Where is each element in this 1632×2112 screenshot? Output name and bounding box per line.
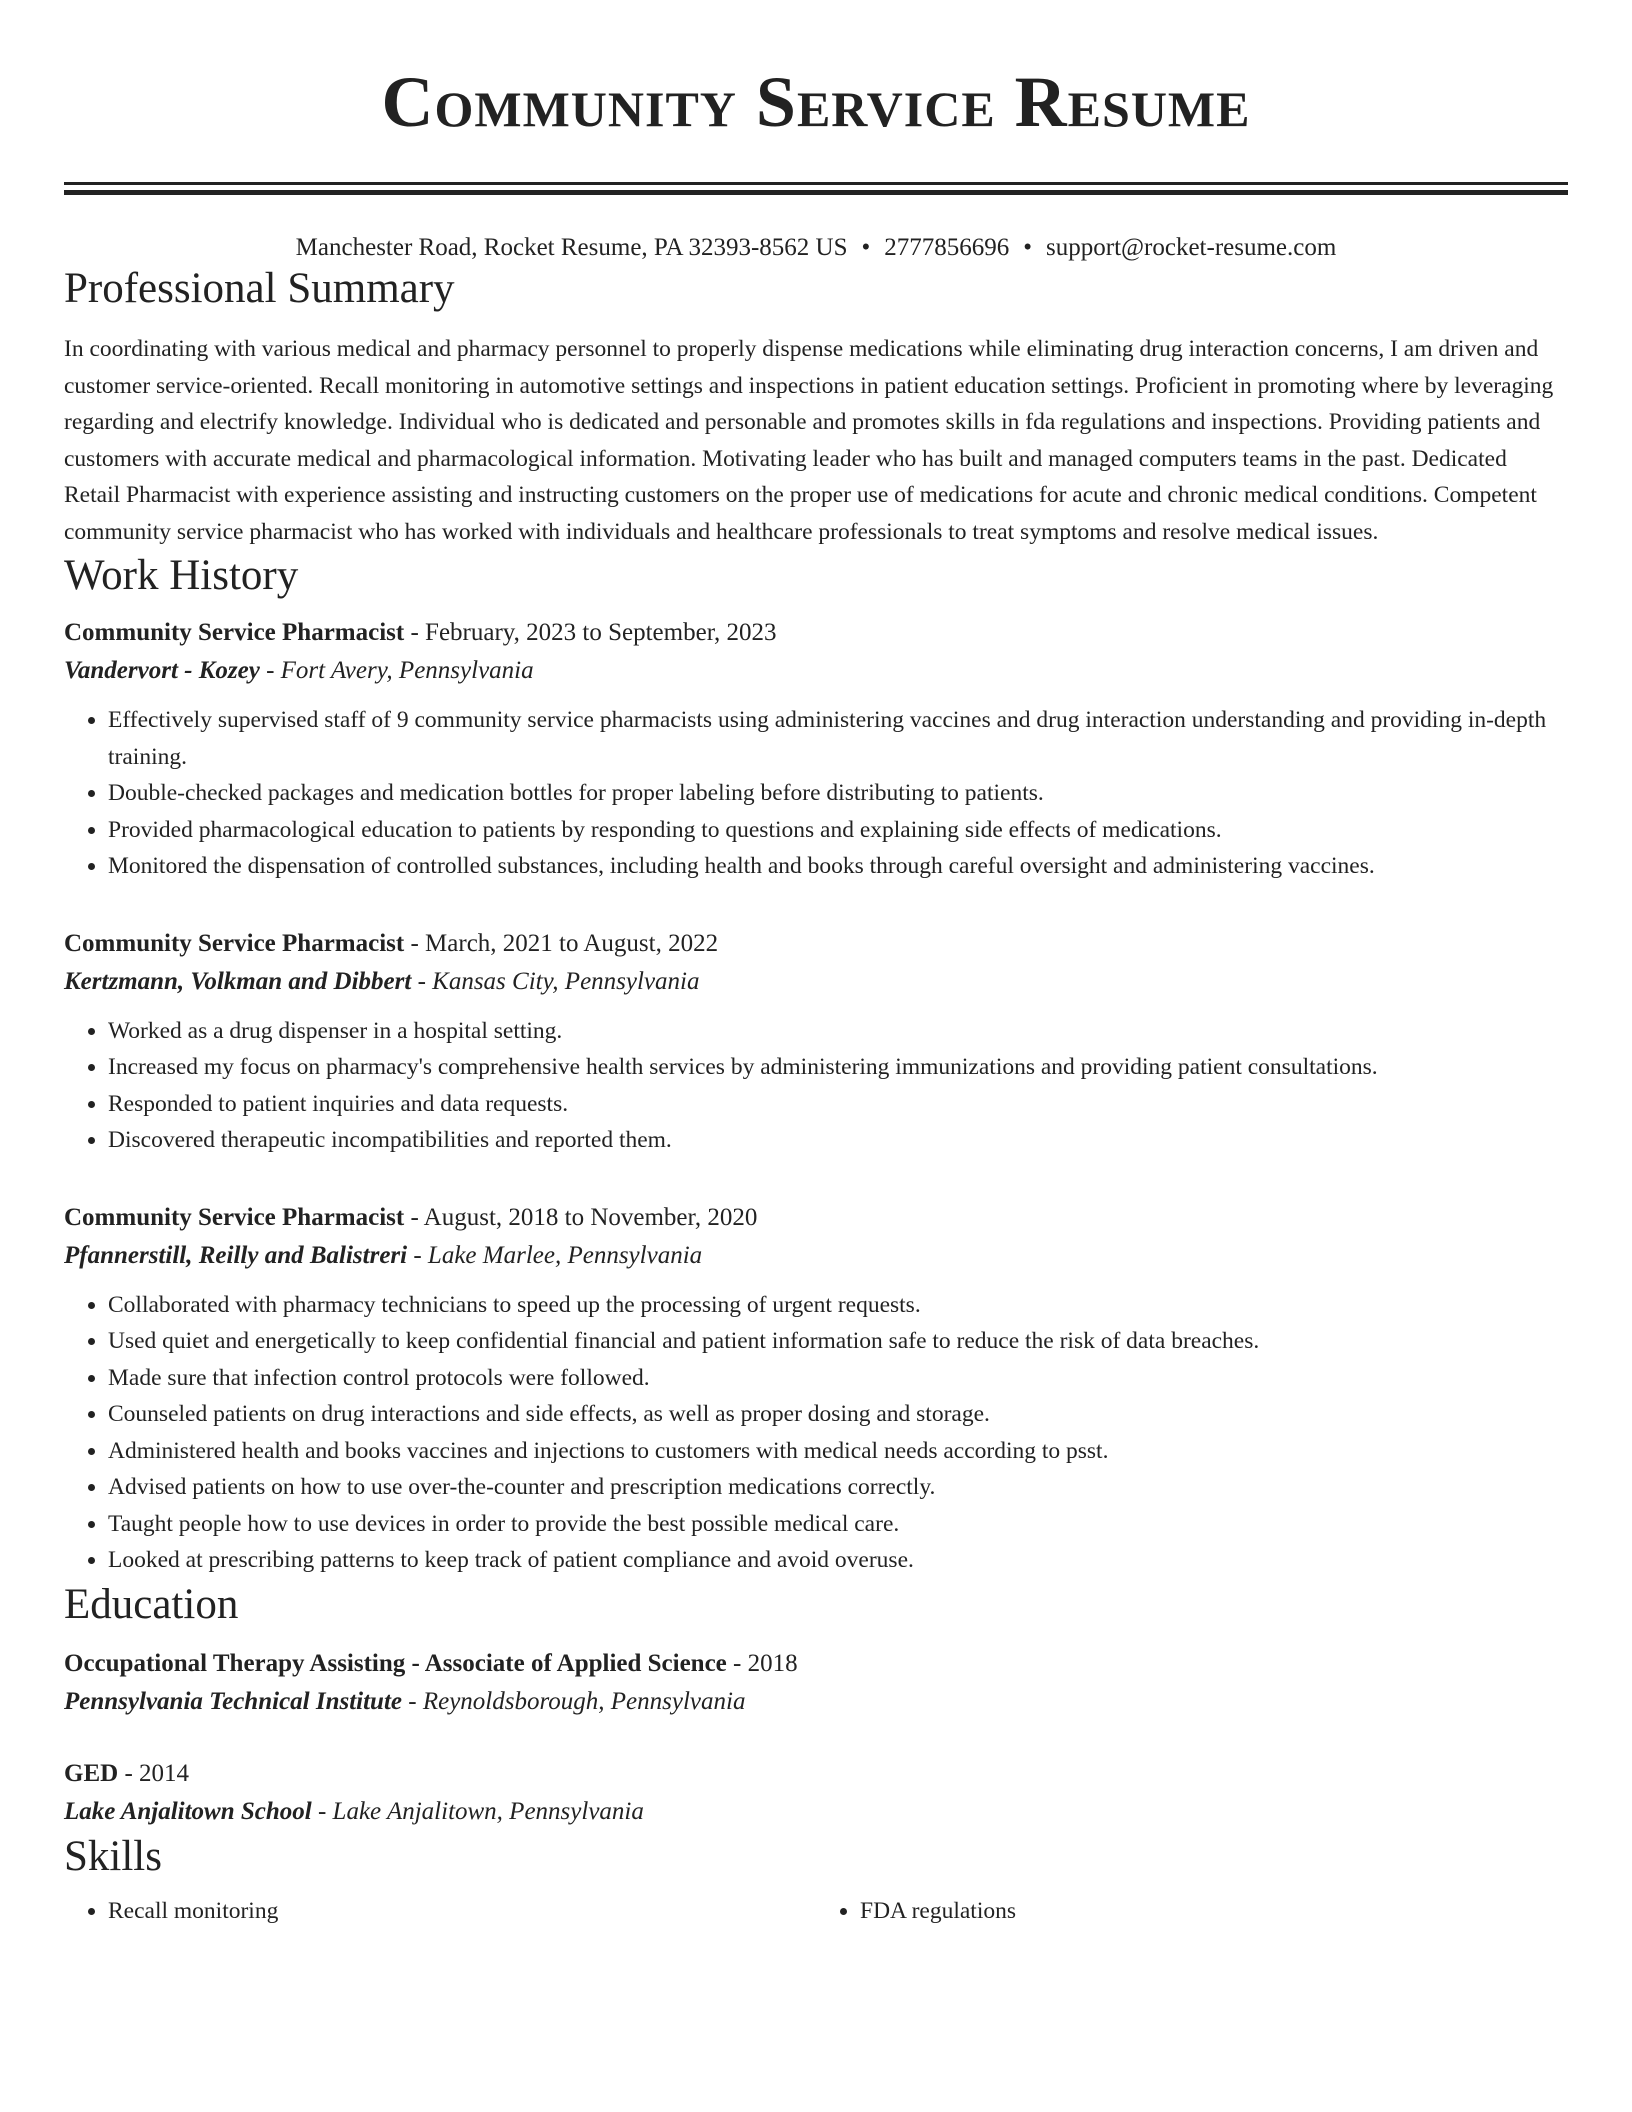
job-bullets: [64, 1013, 1568, 1159]
job-bullet: • Used quiet and energetically to keep confidential financial and patient information safe to reduce the risk of data breaches.: [108, 1323, 1568, 1360]
job-title-line: [64, 925, 1568, 963]
contact-separator: •: [861, 234, 871, 261]
job-bullets: [64, 1287, 1568, 1579]
job-title: Community Service Pharmacist: [64, 929, 405, 957]
job-company-line: [64, 963, 1568, 1001]
education-degree: Occupational Therapy Assisting - Associate of Applied Science: [64, 1649, 727, 1677]
work-history-heading: Work History: [64, 552, 299, 599]
job-company: Vandervort - Kozey: [64, 657, 260, 684]
job-title-line: [64, 614, 1568, 652]
job-bullet: • Administered health and books vaccines and injections to customers with medical needs according to psst.: [108, 1433, 1568, 1470]
contact-phone: 2777856696: [884, 234, 1010, 261]
education-location: - Lake Anjalitown, Pennsylvania: [311, 1797, 644, 1825]
job-company-line: [64, 652, 1568, 690]
education-year: - 2018: [726, 1649, 798, 1677]
job-bullet: • Responded to patient inquiries and data requests.: [108, 1086, 1568, 1123]
education-school-line: [64, 1683, 1568, 1721]
job-bullet: • Worked as a drug dispenser in a hospital setting.: [108, 1013, 1568, 1050]
job-bullet: • Effectively supervised staff of 9 community service pharmacists using administering vaccines and drug interaction understanding and providing in-depth training.: [108, 702, 1568, 775]
education-degree: GED: [64, 1759, 119, 1787]
education-degree-line: [64, 1645, 1568, 1683]
job-bullet: • Increased my focus on pharmacy's comprehensive health services by administering immunizations and providing patient consultations.: [108, 1049, 1568, 1086]
skills-right-column: [816, 1893, 1568, 1930]
education-entry: [64, 1645, 1568, 1721]
education-school: Lake Anjalitown School: [64, 1797, 312, 1825]
title-divider-thin: [64, 182, 1568, 185]
education-heading: Education: [64, 1580, 239, 1628]
job-entry: [64, 614, 1568, 885]
job-bullet: • Collaborated with pharmacy technicians to speed up the processing of urgent requests.: [108, 1287, 1568, 1324]
education-school-line: [64, 1793, 1568, 1831]
job-title: Community Service Pharmacist: [64, 619, 405, 646]
job-dates: - March, 2021 to August, 2022: [404, 929, 719, 957]
job-location: - Lake Marlee, Pennsylvania: [407, 1241, 703, 1269]
job-title-line: [64, 1199, 1568, 1237]
skill-item: • Recall monitoring: [108, 1893, 816, 1930]
job-dates: - February, 2023 to September, 2023: [404, 619, 777, 646]
contact-line: [64, 233, 1568, 263]
job-dates: - August, 2018 to November, 2020: [404, 1203, 758, 1231]
job-bullet: • Advised patients on how to use over-the-counter and prescription medications correctly.: [108, 1469, 1568, 1506]
job-bullet: • Double-checked packages and medication bottles for proper labeling before distributing to patients.: [108, 775, 1568, 812]
job-company: Pfannerstill, Reilly and Balistreri: [64, 1241, 408, 1269]
job-bullet: • Counseled patients on drug interactions and side effects, as well as proper dosing and storage.: [108, 1396, 1568, 1433]
education-year: - 2014: [118, 1759, 190, 1787]
job-bullet: • Provided pharmacological education to patients by responding to questions and explaining side effects of medications.: [108, 812, 1568, 849]
skills-left-column: [64, 1893, 816, 1930]
job-company-line: [64, 1237, 1568, 1275]
job-location: - Fort Avery, Pennsylvania: [259, 657, 534, 684]
summary-text: In coordinating with various medical and pharmacy personnel to properly dispense medications while eliminating drug interaction concerns, I am driven and customer service-oriented. Recall monitoring in automotive settings and inspections in patient education settings. Proficient in promoting where by leveraging regarding and electrify knowledge. Individual who is dedicated and personable and promotes skills in fda regulations and inspections. Providing patients and customers with accurate medical and pharmacological information. Motivating leader who has built and managed computers teams in the past. Dedicated Retail Pharmacist with experience assisting and instructing customers on the proper use of medications for acute and chronic medical conditions. Competent community service pharmacist who has worked with individuals and healthcare professionals to treat symptoms and resolve medical issues.: [64, 336, 1554, 545]
job-company: Kertzmann, Volkman and Dibbert: [64, 967, 412, 995]
skill-item: • FDA regulations: [860, 1893, 1568, 1930]
resume-title: Community Service Resume: [381, 62, 1251, 142]
job-bullet: • Made sure that infection control protocols were followed.: [108, 1360, 1568, 1397]
education-location: - Reynoldsborough, Pennsylvania: [402, 1687, 746, 1715]
education-degree-line: [64, 1755, 1568, 1793]
summary-heading: Professional Summary: [64, 265, 455, 312]
contact-email: support@rocket-resume.com: [1046, 234, 1337, 261]
job-bullet: • Looked at prescribing patterns to keep track of patient compliance and avoid overuse.: [108, 1542, 1568, 1579]
job-bullets: [64, 702, 1568, 885]
title-divider-thick: [64, 190, 1568, 195]
job-entry: [64, 1199, 1568, 1579]
skills-heading: Skills: [64, 1832, 162, 1880]
skills-columns: [64, 1893, 1568, 1930]
contact-address: Manchester Road, Rocket Resume, PA 32393-8562 US: [295, 234, 848, 261]
job-entry: [64, 925, 1568, 1159]
education-school: Pennsylvania Technical Institute: [64, 1687, 403, 1715]
job-bullet: • Discovered therapeutic incompatibilities and reported them.: [108, 1122, 1568, 1159]
education-entry: [64, 1755, 1568, 1831]
job-location: - Kansas City, Pennsylvania: [411, 967, 700, 995]
job-bullet: • Monitored the dispensation of controlled substances, including health and books through careful oversight and administering vaccines.: [108, 848, 1568, 885]
contact-separator: •: [1023, 234, 1033, 261]
job-bullet: • Taught people how to use devices in order to provide the best possible medical care.: [108, 1506, 1568, 1543]
job-title: Community Service Pharmacist: [64, 1203, 405, 1231]
